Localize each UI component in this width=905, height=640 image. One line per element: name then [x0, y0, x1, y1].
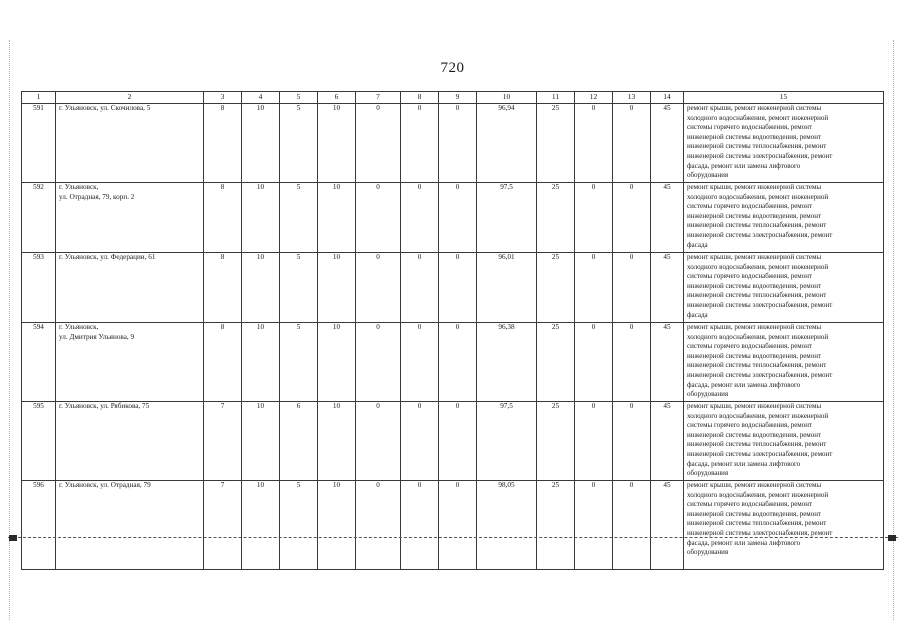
cell-value: 10	[318, 104, 356, 183]
cell-value: 10	[242, 481, 280, 570]
works-line: оборудования	[687, 548, 729, 557]
cell-value: 0	[575, 481, 613, 570]
cell-value: 10	[242, 183, 280, 253]
cell-value: 0	[613, 323, 651, 402]
works-line: системы горячего водоснабжения, ремонт	[687, 500, 813, 509]
works-line: инженерной системы водоотведения, ремонт	[687, 351, 822, 360]
cell-value: 5	[280, 183, 318, 253]
cell-value: 97,5	[477, 402, 537, 481]
works-line: оборудования	[687, 390, 729, 399]
works-line: инженерной системы теплоснабжения, ремонт	[687, 519, 827, 528]
works-line: инженерной системы водоотведения, ремонт	[687, 430, 822, 439]
cell-value: 0	[356, 402, 401, 481]
col-header: 1	[22, 92, 56, 104]
cell-value: 25	[537, 323, 575, 402]
col-header: 14	[651, 92, 684, 104]
cell-value: 8	[204, 183, 242, 253]
cell-no: 596	[22, 481, 56, 570]
address-line: г. Ульяновск, ул. Отрадная, 79	[59, 481, 151, 489]
cell-value: 25	[537, 481, 575, 570]
cell-value: 10	[242, 253, 280, 323]
address-line: г. Ульяновск,	[59, 183, 99, 191]
page-cut-line	[8, 537, 898, 538]
col-header: 12	[575, 92, 613, 104]
table-row	[22, 183, 884, 253]
works-line: ремонт крыши, ремонт инженерной системы	[687, 481, 822, 489]
cell-address	[56, 481, 204, 570]
cell-value: 45	[651, 183, 684, 253]
col-header: 10	[477, 92, 537, 104]
works-line: инженерной системы теплоснабжения, ремонт	[687, 361, 827, 370]
table-row	[22, 253, 884, 323]
cell-value: 0	[613, 104, 651, 183]
col-header: 11	[537, 92, 575, 104]
cell-value: 0	[439, 183, 477, 253]
col-header: 15	[684, 92, 884, 104]
cell-works	[684, 323, 884, 402]
cell-address	[56, 402, 204, 481]
address-line: ул. Отрадная, 79, корп. 2	[59, 192, 135, 201]
cell-value: 0	[356, 253, 401, 323]
works-line: системы горячего водоснабжения, ремонт	[687, 272, 813, 281]
works-line: холодного водоснабжения, ремонт инженерной	[687, 262, 829, 271]
works-line: инженерной системы электроснабжения, ремонт	[687, 528, 833, 537]
col-header: 8	[401, 92, 439, 104]
cell-value: 0	[439, 402, 477, 481]
cell-value: 0	[401, 253, 439, 323]
table-row	[22, 402, 884, 481]
cell-value: 0	[575, 402, 613, 481]
table-row	[22, 481, 884, 570]
cell-value: 0	[575, 253, 613, 323]
cell-value: 98,05	[477, 481, 537, 570]
works-line: инженерной системы водоотведения, ремонт	[687, 211, 822, 220]
cell-value: 0	[401, 183, 439, 253]
cell-works	[684, 253, 884, 323]
works-line: фасада, ремонт или замена лифтового	[687, 459, 801, 468]
cell-value: 0	[613, 402, 651, 481]
works-line: системы горячего водоснабжения, ремонт	[687, 123, 813, 132]
cell-value: 6	[280, 402, 318, 481]
cell-value: 0	[439, 481, 477, 570]
works-line: инженерной системы электроснабжения, ремонт	[687, 300, 833, 309]
cell-value: 10	[242, 402, 280, 481]
cell-value: 96,94	[477, 104, 537, 183]
cell-value: 0	[401, 323, 439, 402]
cell-value: 0	[439, 323, 477, 402]
cell-no: 594	[22, 323, 56, 402]
works-line: холодного водоснабжения, ремонт инженерной	[687, 411, 829, 420]
works-line: инженерной системы электроснабжения, ремонт	[687, 230, 833, 239]
cell-value: 5	[280, 323, 318, 402]
cell-works	[684, 104, 884, 183]
cell-value: 0	[439, 104, 477, 183]
cell-no: 591	[22, 104, 56, 183]
cell-value: 7	[204, 481, 242, 570]
works-line: системы горячего водоснабжения, ремонт	[687, 202, 813, 211]
cell-value: 0	[401, 402, 439, 481]
cell-value: 0	[356, 183, 401, 253]
crop-mark-right	[888, 535, 896, 541]
cell-value: 0	[356, 104, 401, 183]
repair-schedule-table	[21, 91, 884, 570]
works-line: инженерной системы водоотведения, ремонт	[687, 281, 822, 290]
table-row	[22, 323, 884, 402]
col-header: 4	[242, 92, 280, 104]
cell-value: 5	[280, 481, 318, 570]
col-header: 6	[318, 92, 356, 104]
cell-value: 10	[242, 323, 280, 402]
address-line: г. Ульяновск, ул. Рябикова, 75	[59, 402, 150, 410]
works-line: ремонт крыши, ремонт инженерной системы	[687, 402, 822, 410]
works-line: оборудования	[687, 171, 729, 180]
works-line: фасада, ремонт или замена лифтового	[687, 538, 801, 547]
works-line: инженерной системы теплоснабжения, ремонт	[687, 440, 827, 449]
col-header: 9	[439, 92, 477, 104]
address-line: г. Ульяновск,	[59, 323, 99, 331]
cell-value: 10	[318, 253, 356, 323]
cell-value: 8	[204, 323, 242, 402]
works-line: ремонт крыши, ремонт инженерной системы	[687, 253, 822, 261]
cell-value: 96,38	[477, 323, 537, 402]
cell-value: 8	[204, 104, 242, 183]
page-number: 720	[440, 60, 465, 76]
cell-value: 0	[613, 253, 651, 323]
cell-no: 593	[22, 253, 56, 323]
col-header: 3	[204, 92, 242, 104]
works-line: инженерной системы теплоснабжения, ремонт	[687, 142, 827, 151]
table-row	[22, 104, 884, 183]
cell-value: 25	[537, 183, 575, 253]
works-line: системы горячего водоснабжения, ремонт	[687, 342, 813, 351]
col-header: 2	[56, 92, 204, 104]
cell-address	[56, 183, 204, 253]
cell-value: 0	[439, 253, 477, 323]
cell-value: 0	[401, 481, 439, 570]
cell-value: 96,01	[477, 253, 537, 323]
works-line: фасада, ремонт или замена лифтового	[687, 161, 801, 170]
works-line: ремонт крыши, ремонт инженерной системы	[687, 104, 822, 112]
cell-value: 0	[401, 104, 439, 183]
address-line: г. Ульяновск, ул. Скочилова, 5	[59, 104, 151, 112]
cell-value: 0	[613, 481, 651, 570]
cell-works	[684, 481, 884, 570]
col-header: 7	[356, 92, 401, 104]
works-line: системы горячего водоснабжения, ремонт	[687, 421, 813, 430]
works-line: инженерной системы электроснабжения, ремонт	[687, 449, 833, 458]
cell-value: 10	[242, 104, 280, 183]
scan-frame-right	[893, 40, 894, 620]
cell-value: 45	[651, 402, 684, 481]
cell-value: 97,5	[477, 183, 537, 253]
cell-no: 595	[22, 402, 56, 481]
cell-value: 0	[575, 104, 613, 183]
works-line: ремонт крыши, ремонт инженерной системы	[687, 183, 822, 191]
cell-value: 7	[204, 402, 242, 481]
cell-value: 10	[318, 323, 356, 402]
crop-mark-left	[9, 535, 17, 541]
cell-value: 45	[651, 104, 684, 183]
cell-value: 0	[356, 481, 401, 570]
cell-no: 592	[22, 183, 56, 253]
header-row	[22, 92, 884, 104]
works-line: инженерной системы теплоснабжения, ремонт	[687, 291, 827, 300]
cell-value: 10	[318, 402, 356, 481]
cell-value: 10	[318, 183, 356, 253]
cell-value: 0	[613, 183, 651, 253]
works-line: фасада, ремонт или замена лифтового	[687, 380, 801, 389]
works-line: инженерной системы электроснабжения, ремонт	[687, 370, 833, 379]
cell-value: 8	[204, 253, 242, 323]
works-line: фасада	[687, 310, 708, 319]
cell-works	[684, 402, 884, 481]
works-line: ремонт крыши, ремонт инженерной системы	[687, 323, 822, 331]
address-line: г. Ульяновск, ул. Федерации, 61	[59, 253, 156, 261]
cell-value: 0	[575, 183, 613, 253]
works-line: инженерной системы водоотведения, ремонт	[687, 509, 822, 518]
cell-address	[56, 323, 204, 402]
cell-value: 45	[651, 253, 684, 323]
cell-value: 5	[280, 104, 318, 183]
cell-value: 45	[651, 481, 684, 570]
works-line: инженерной системы водоотведения, ремонт	[687, 132, 822, 141]
works-line: фасада	[687, 240, 708, 249]
works-line: холодного водоснабжения, ремонт инженерной	[687, 490, 829, 499]
works-line: холодного водоснабжения, ремонт инженерной	[687, 192, 829, 201]
col-header: 5	[280, 92, 318, 104]
works-line: инженерной системы теплоснабжения, ремонт	[687, 221, 827, 230]
cell-value: 0	[356, 323, 401, 402]
col-header: 13	[613, 92, 651, 104]
works-line: холодного водоснабжения, ремонт инженерной	[687, 113, 829, 122]
cell-value: 5	[280, 253, 318, 323]
cell-value: 25	[537, 253, 575, 323]
works-line: инженерной системы электроснабжения, ремонт	[687, 151, 833, 160]
cell-value: 45	[651, 323, 684, 402]
cell-value: 10	[318, 481, 356, 570]
works-line: оборудования	[687, 469, 729, 478]
address-line: ул. Дмитрия Ульянова, 9	[59, 332, 135, 341]
cell-address	[56, 253, 204, 323]
works-line: холодного водоснабжения, ремонт инженерной	[687, 332, 829, 341]
cell-value: 25	[537, 104, 575, 183]
cell-value: 25	[537, 402, 575, 481]
cell-address	[56, 104, 204, 183]
cell-value: 0	[575, 323, 613, 402]
scan-frame-left	[9, 40, 10, 620]
cell-works	[684, 183, 884, 253]
